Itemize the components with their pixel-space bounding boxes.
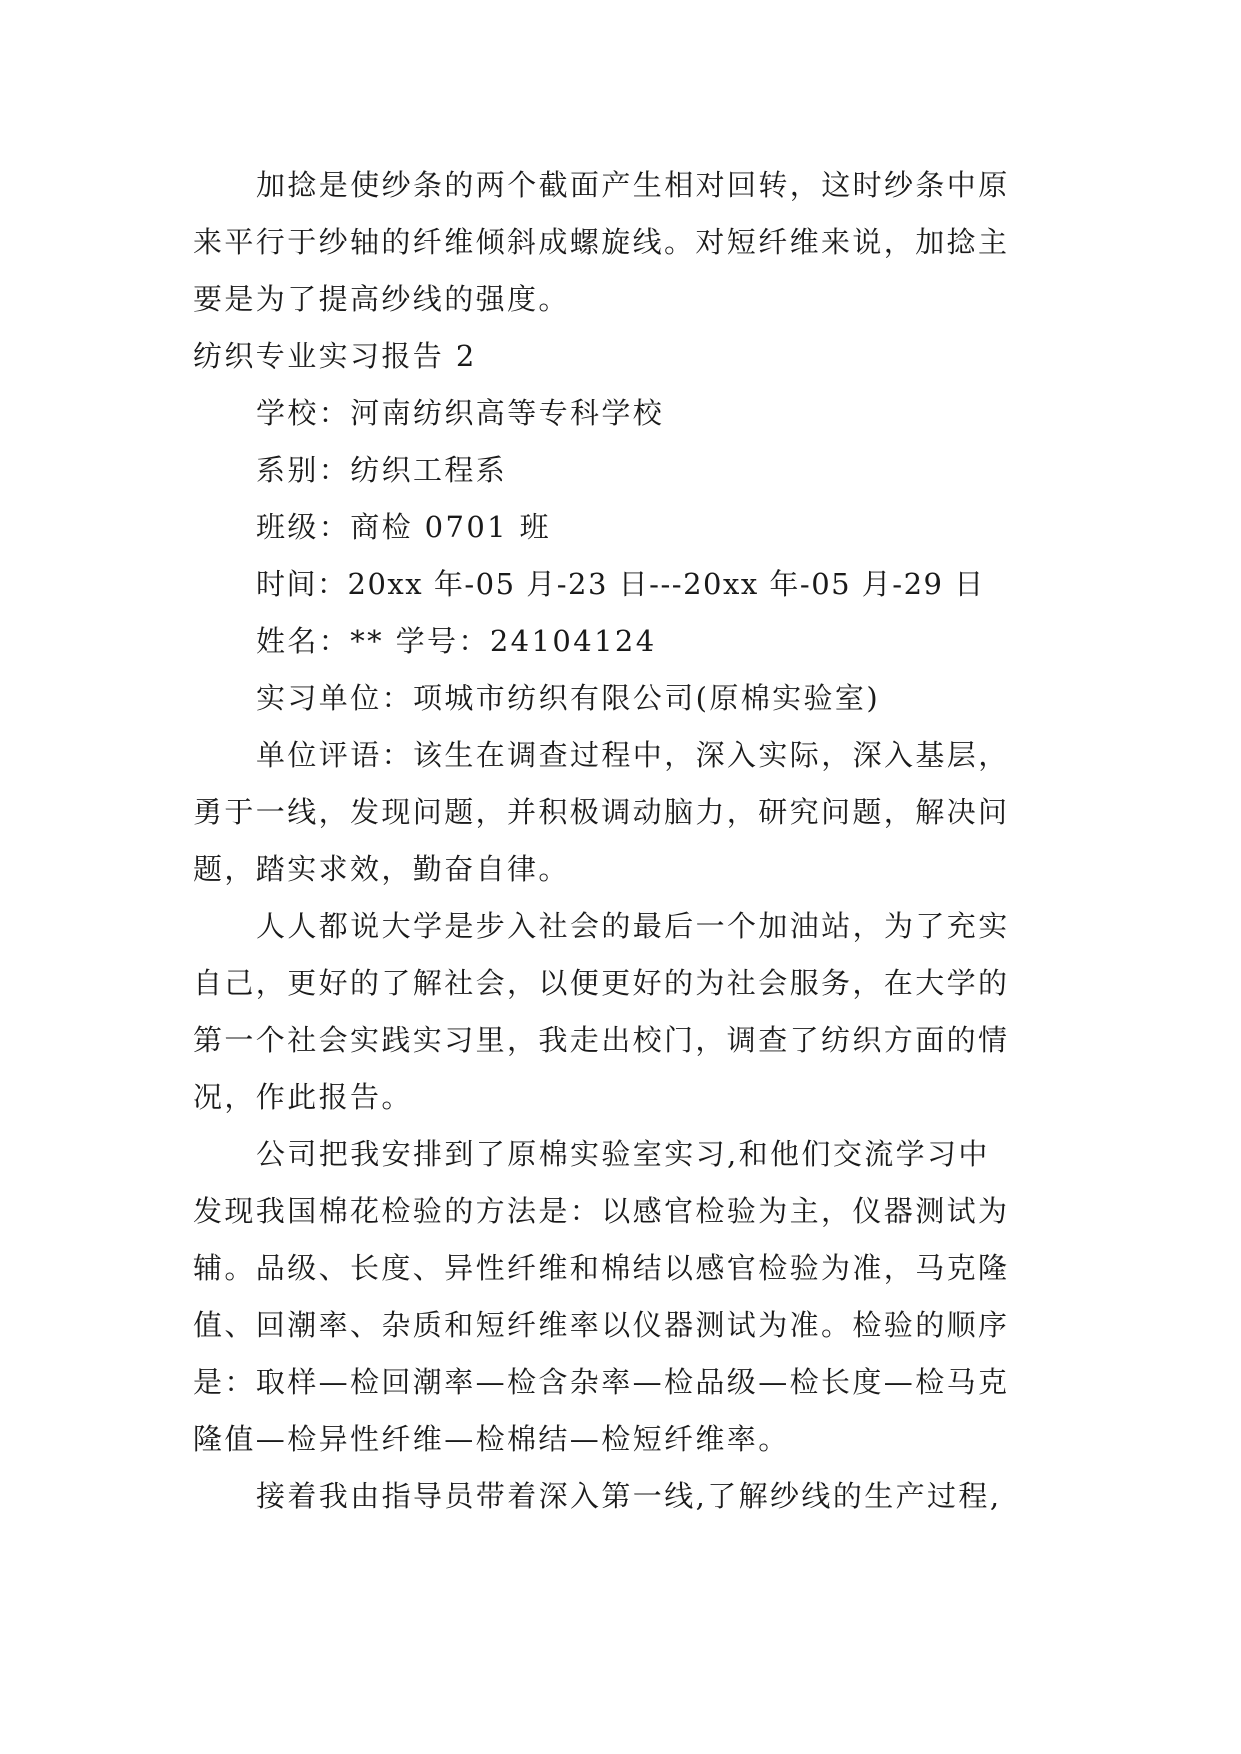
paragraph-line: 人人都说大学是步入社会的最后一个加油站，为了充实 bbox=[256, 909, 1010, 943]
field-school: 学校：河南纺织高等专科学校 bbox=[256, 396, 665, 430]
paragraph-line: 加捻是使纱条的两个截面产生相对回转，这时纱条中原 bbox=[256, 168, 1010, 202]
field-class: 班级：商检 0701 班 bbox=[256, 510, 552, 544]
paragraph-line: 公司把我安排到了原棉实验室实习,和他们交流学习中 bbox=[256, 1137, 990, 1171]
field-time: 时间：20xx 年-05 月-23 日---20xx 年-05 月-29 日 bbox=[256, 567, 985, 601]
paragraph-line: 接着我由指导员带着深入第一线,了解纱线的生产过程, bbox=[256, 1479, 1002, 1513]
section-title: 纺织专业实习报告 2 bbox=[193, 339, 477, 373]
field-name: 姓名：** 学号：24104124 bbox=[256, 624, 657, 658]
paragraph-line: 隆值—检异性纤维—检棉结—检短纤维率。 bbox=[193, 1422, 790, 1456]
field-department: 系别：纺织工程系 bbox=[256, 453, 508, 487]
paragraph-line: 题，踏实求效，勤奋自律。 bbox=[193, 852, 570, 886]
paragraph-line: 自己，更好的了解社会，以便更好的为社会服务，在大学的 bbox=[193, 966, 1010, 1000]
paragraph-line: 单位评语：该生在调查过程中，深入实际，深入基层， bbox=[256, 738, 1010, 772]
paragraph-line: 况，作此报告。 bbox=[193, 1080, 413, 1114]
paragraph-line: 辅。品级、长度、异性纤维和棉结以感官检验为准，马克隆 bbox=[193, 1251, 1010, 1285]
paragraph-line: 发现我国棉花检验的方法是：以感官检验为主，仪器测试为 bbox=[193, 1194, 1010, 1228]
paragraph-line: 值、回潮率、杂质和短纤维率以仪器测试为准。检验的顺序 bbox=[193, 1308, 1010, 1342]
field-unit: 实习单位：项城市纺织有限公司(原棉实验室) bbox=[256, 681, 881, 715]
paragraph-line: 要是为了提高纱线的强度。 bbox=[193, 282, 570, 316]
paragraph-line: 是：取样—检回潮率—检含杂率—检品级—检长度—检马克 bbox=[193, 1365, 1010, 1399]
paragraph-line: 第一个社会实践实习里，我走出校门，调查了纺织方面的情 bbox=[193, 1023, 1010, 1057]
paragraph-line: 勇于一线，发现问题，并积极调动脑力，研究问题，解决问 bbox=[193, 795, 1010, 829]
paragraph-line: 来平行于纱轴的纤维倾斜成螺旋线。对短纤维来说，加捻主 bbox=[193, 225, 1010, 259]
